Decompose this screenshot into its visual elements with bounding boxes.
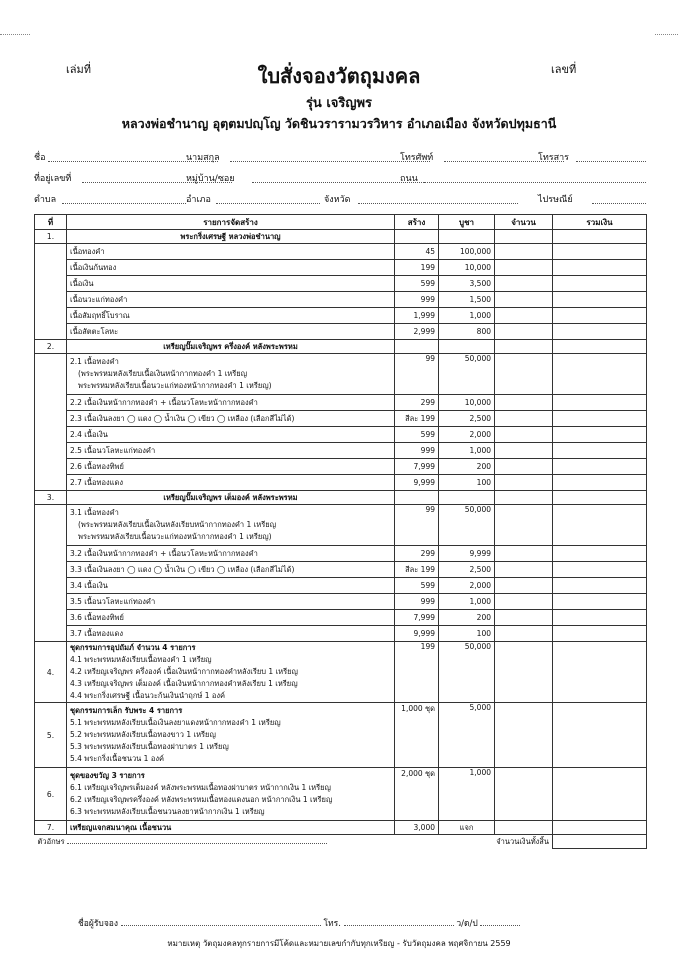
booker-field[interactable] bbox=[121, 925, 321, 926]
qty-input[interactable] bbox=[495, 459, 553, 475]
fax-field[interactable] bbox=[576, 161, 646, 162]
section-no: 7. bbox=[35, 821, 67, 835]
qty-input[interactable] bbox=[495, 354, 553, 395]
blank-cell bbox=[495, 230, 553, 244]
item-line: 5.2 พระพรหมหลังเรียบเนื้อทองขาว 1 เหรียญ bbox=[70, 730, 216, 739]
item-name: 3.7 เนื้อทองแดง bbox=[67, 626, 395, 642]
blank-cell bbox=[495, 340, 553, 354]
item-price: 5,000 bbox=[439, 703, 495, 768]
item-name bbox=[67, 703, 395, 768]
table-row bbox=[35, 626, 647, 642]
item-price: 100 bbox=[439, 626, 495, 642]
item-name: 2.5 เนื้อนวโลหะแก่ทองคำ bbox=[67, 443, 395, 459]
item-line: (พระพรหมหลังเรียบเนื้อเงินหน้ากากทองคำ 1 เหรียญ bbox=[78, 369, 248, 378]
subdistrict-field[interactable] bbox=[62, 203, 186, 204]
table-row bbox=[35, 562, 647, 578]
item-price: 200 bbox=[439, 610, 495, 626]
total-input[interactable] bbox=[553, 505, 647, 546]
section-no: 3. bbox=[35, 491, 67, 505]
no-cell bbox=[35, 505, 67, 642]
item-build: 7,999 bbox=[395, 459, 439, 475]
table-row bbox=[35, 475, 647, 491]
item-price: 2,000 bbox=[439, 578, 495, 594]
booker-phone-label: โทร. bbox=[323, 919, 341, 929]
item-name: 2.2 เนื้อเงินหน้ากากทองคำ + เนื้อนวโลหะหน้ากากทองคำ bbox=[67, 395, 395, 411]
item-name: เนื้อนวะแก่ทองคำ bbox=[67, 292, 395, 308]
item-price: 2,000 bbox=[439, 427, 495, 443]
total-input[interactable] bbox=[553, 610, 647, 626]
road-label: ถนน bbox=[400, 174, 418, 184]
item-name bbox=[67, 505, 395, 546]
total-input[interactable] bbox=[553, 276, 647, 292]
table-row bbox=[35, 610, 647, 626]
qty-input[interactable] bbox=[495, 244, 553, 260]
item-build: 9,999 bbox=[395, 626, 439, 642]
col-price-header: บูชา bbox=[439, 215, 495, 230]
item-price: 50,000 bbox=[439, 354, 495, 395]
qty-input[interactable] bbox=[495, 610, 553, 626]
footer-note: หมายเหตุ วัตถุมงคลทุกรายการมีโค้ดและหมายเลขกำกับทุกเหรียญ - รับวัตถุมงคล พฤศจิกายน 2559 bbox=[167, 939, 511, 948]
item-price: 1,500 bbox=[439, 292, 495, 308]
total-input[interactable] bbox=[553, 395, 647, 411]
qty-input[interactable] bbox=[495, 411, 553, 427]
blank-cell bbox=[439, 340, 495, 354]
total-input[interactable] bbox=[553, 324, 647, 340]
item-price: 100 bbox=[439, 475, 495, 491]
item-name bbox=[67, 354, 395, 395]
item-price: 2,500 bbox=[439, 411, 495, 427]
subdistrict-label: ตำบล bbox=[34, 195, 57, 205]
item-name: 2.6 เนื้อทองทิพย์ bbox=[67, 459, 395, 475]
item-build: 599 bbox=[395, 427, 439, 443]
province-label: จังหวัด bbox=[324, 195, 351, 205]
form-title: ใบสั่งจองวัตถุมงคล bbox=[257, 64, 421, 88]
total-input[interactable] bbox=[553, 578, 647, 594]
table-row bbox=[35, 546, 647, 562]
top-left-dotted-line bbox=[0, 34, 30, 35]
table-row bbox=[35, 354, 647, 395]
table-row bbox=[35, 594, 647, 610]
item-name: 3.6 เนื้อทองทิพย์ bbox=[67, 610, 395, 626]
table-row bbox=[35, 427, 647, 443]
qty-input[interactable] bbox=[495, 546, 553, 562]
item-build: 1,000 ชุด bbox=[395, 703, 439, 768]
table-row bbox=[35, 324, 647, 340]
item-line: 6.1 เหรียญเจริญพรเต็มองค์ หลังพระพรหมเนื้อทองฝาบาตร หน้ากากเงิน 1 เหรียญ bbox=[70, 783, 331, 792]
qty-input[interactable] bbox=[495, 626, 553, 642]
surname-label: นามสกุล bbox=[186, 153, 220, 163]
item-line: 4.3 เหรียญเจริญพร เต็มองค์ เนื้อเงินหน้ากากทองคำหลังเรียบ 1 เหรียญ bbox=[70, 679, 298, 688]
section-no: 2. bbox=[35, 340, 67, 354]
item-price: แจก bbox=[439, 821, 495, 835]
item-build: 999 bbox=[395, 594, 439, 610]
field-row-address bbox=[34, 171, 646, 187]
item-name: เนื้อสัตตะโลหะ bbox=[67, 324, 395, 340]
table-header-row bbox=[35, 215, 647, 230]
blank-cell bbox=[495, 491, 553, 505]
total-input[interactable] bbox=[553, 475, 647, 491]
item-line: 2.1 เนื้อทองคำ bbox=[70, 357, 119, 366]
total-input[interactable] bbox=[553, 626, 647, 642]
district-field[interactable] bbox=[216, 203, 320, 204]
col-item-header: รายการจัดสร้าง bbox=[67, 215, 395, 230]
item-name bbox=[67, 768, 395, 821]
item-price: 2,500 bbox=[439, 562, 495, 578]
date-field[interactable] bbox=[480, 925, 520, 926]
item-price: 1,000 bbox=[439, 443, 495, 459]
table-row bbox=[35, 244, 647, 260]
item-name: 2.4 เนื้อเงิน bbox=[67, 427, 395, 443]
item-price: 3,500 bbox=[439, 276, 495, 292]
item-line: พระพรหมหลังเรียบเนื้อนวะแก่ทองหน้ากากทองคำ 1 เหรียญ) bbox=[78, 532, 272, 541]
col-total-header: รวมเงิน bbox=[553, 215, 647, 230]
section-title: พระกริ่งเศรษฐี หลวงพ่อชำนาญ bbox=[67, 230, 395, 244]
booker-label: ชื่อผู้รับจอง bbox=[78, 919, 119, 929]
in-words-label: ตัวอักษร bbox=[37, 836, 65, 846]
grand-total-label: จำนวนเงินทั้งสิ้น bbox=[496, 836, 549, 846]
form-temple-line: หลวงพ่อชำนาญ อุตฺตมปญฺโญ วัดชินวรารามวรวิหาร อำเภอเมือง จังหวัดปทุมธานี bbox=[121, 116, 557, 131]
blank-cell bbox=[439, 230, 495, 244]
name-label: ชื่อ bbox=[34, 153, 46, 163]
postcode-label: ไปรษณีย์ bbox=[538, 195, 573, 205]
item-price: 100,000 bbox=[439, 244, 495, 260]
item-line: 5.4 พระกริ่งเนื้อชนวน 1 องค์ bbox=[70, 754, 165, 763]
qty-input[interactable] bbox=[495, 443, 553, 459]
package-title: ชุดของขวัญ 3 รายการ bbox=[70, 771, 145, 780]
no-cell bbox=[35, 244, 67, 340]
item-build: 299 bbox=[395, 546, 439, 562]
item-build: 999 bbox=[395, 292, 439, 308]
total-input[interactable] bbox=[553, 292, 647, 308]
total-input[interactable] bbox=[553, 459, 647, 475]
item-build: 1,999 bbox=[395, 308, 439, 324]
section-no: 5. bbox=[35, 703, 67, 768]
item-price: 10,000 bbox=[439, 395, 495, 411]
village-label: หมู่บ้าน/ซอย bbox=[186, 174, 235, 184]
total-input[interactable] bbox=[553, 260, 647, 276]
item-build: 45 bbox=[395, 244, 439, 260]
qty-input[interactable] bbox=[495, 821, 553, 835]
blank-cell bbox=[553, 230, 647, 244]
table-row bbox=[35, 459, 647, 475]
item-price: 800 bbox=[439, 324, 495, 340]
item-price: 50,000 bbox=[439, 642, 495, 703]
item-build: 99 bbox=[395, 505, 439, 546]
item-price: 10,000 bbox=[439, 260, 495, 276]
qty-input[interactable] bbox=[495, 324, 553, 340]
date-label: ว/ด/ป bbox=[456, 919, 478, 929]
total-input[interactable] bbox=[553, 703, 647, 768]
item-name: เนื้อเงินก้นทอง bbox=[67, 260, 395, 276]
section-no: 6. bbox=[35, 768, 67, 821]
item-name: เนื้อสัมฤทธิ์โบราณ bbox=[67, 308, 395, 324]
table-row bbox=[35, 578, 647, 594]
item-name: 2.3 เนื้อเงินลงยา ◯ แดง ◯ น้ำเงิน ◯ เขียว ◯ เหลือง (เลือกสีไม่ได้) bbox=[67, 411, 395, 427]
item-name: 2.7 เนื้อทองแดง bbox=[67, 475, 395, 491]
item-name: 3.3 เนื้อเงินลงยา ◯ แดง ◯ น้ำเงิน ◯ เขียว ◯ เหลือง (เลือกสีไม่ได้) bbox=[67, 562, 395, 578]
total-input[interactable] bbox=[553, 546, 647, 562]
item-line: 5.3 พระพรหมหลังเรียบเนื้อทองฝาบาตร 1 เหรียญ bbox=[70, 742, 229, 751]
blank-cell bbox=[439, 491, 495, 505]
table-row bbox=[35, 260, 647, 276]
item-build: 199 bbox=[395, 260, 439, 276]
section-title: เหรียญปั๊มเจริญพร ครึ่งองค์ หลังพระพรหม bbox=[67, 340, 395, 354]
qty-input[interactable] bbox=[495, 562, 553, 578]
qty-input[interactable] bbox=[495, 427, 553, 443]
fax-label: โทรสาร bbox=[538, 153, 569, 163]
section-no: 4. bbox=[35, 642, 67, 703]
qty-input[interactable] bbox=[495, 578, 553, 594]
form-subtitle: รุ่น เจริญพร bbox=[305, 96, 373, 111]
road-field[interactable] bbox=[424, 182, 646, 183]
no-cell bbox=[35, 354, 67, 491]
table-row bbox=[35, 292, 647, 308]
table-row bbox=[35, 642, 647, 703]
item-name: เนื้อทองคำ bbox=[67, 244, 395, 260]
item-build: สีละ 199 bbox=[395, 411, 439, 427]
package-title: ชุดกรรมการเล็ก รับพระ 4 รายการ bbox=[70, 706, 183, 715]
item-line: พระพรหมหลังเรียบเนื้อนวะแก่ทองหน้ากากทองคำ 1 เหรียญ) bbox=[78, 381, 272, 390]
item-build: 2,999 bbox=[395, 324, 439, 340]
top-right-dotted-line bbox=[655, 34, 678, 35]
item-build: 299 bbox=[395, 395, 439, 411]
item-build: 599 bbox=[395, 578, 439, 594]
item-build: 9,999 bbox=[395, 475, 439, 491]
total-input[interactable] bbox=[553, 562, 647, 578]
qty-input[interactable] bbox=[495, 260, 553, 276]
qty-input[interactable] bbox=[495, 642, 553, 703]
total-input[interactable] bbox=[553, 594, 647, 610]
table-row bbox=[35, 821, 647, 835]
section-no: 1. bbox=[35, 230, 67, 244]
qty-input[interactable] bbox=[495, 594, 553, 610]
postcode-field[interactable] bbox=[592, 203, 646, 204]
total-row bbox=[35, 835, 647, 849]
table-row bbox=[35, 308, 647, 324]
qty-input[interactable] bbox=[495, 505, 553, 546]
item-build: 99 bbox=[395, 354, 439, 395]
address-label: ที่อยู่เลขที่ bbox=[34, 174, 72, 184]
table-row bbox=[35, 276, 647, 292]
section-title: เหรียญปั๊มเจริญพร เต็มองค์ หลังพระพรหม bbox=[67, 491, 395, 505]
item-build: สีละ 199 bbox=[395, 562, 439, 578]
item-name: เหรียญแจกสมนาคุณ เนื้อชนวน bbox=[67, 821, 395, 835]
qty-input[interactable] bbox=[495, 475, 553, 491]
blank-cell bbox=[395, 491, 439, 505]
qty-input[interactable] bbox=[495, 308, 553, 324]
district-label: อำเภอ bbox=[186, 195, 211, 205]
qty-input[interactable] bbox=[495, 292, 553, 308]
item-name: 3.4 เนื้อเงิน bbox=[67, 578, 395, 594]
blank-cell bbox=[553, 491, 647, 505]
col-qty-header: จำนวน bbox=[495, 215, 553, 230]
blank-cell bbox=[395, 230, 439, 244]
col-no-header: ที่ bbox=[35, 215, 67, 230]
section-row bbox=[35, 491, 647, 505]
table-row bbox=[35, 505, 647, 546]
item-build: 7,999 bbox=[395, 610, 439, 626]
qty-input[interactable] bbox=[495, 395, 553, 411]
table-row bbox=[35, 703, 647, 768]
table-row bbox=[35, 395, 647, 411]
item-line: 3.1 เนื้อทองคำ bbox=[70, 508, 119, 517]
field-row-name bbox=[34, 150, 646, 166]
total-input[interactable] bbox=[553, 642, 647, 703]
item-price: 1,000 bbox=[439, 768, 495, 821]
item-price: 9,999 bbox=[439, 546, 495, 562]
total-input[interactable] bbox=[553, 443, 647, 459]
item-build: 199 bbox=[395, 642, 439, 703]
item-build: 599 bbox=[395, 276, 439, 292]
booker-row bbox=[78, 916, 588, 930]
blank-cell bbox=[553, 340, 647, 354]
item-line: 5.1 พระพรหมหลังเรียบเนื้อเงินลงยาแดงหน้ากากทองคำ 1 เหรียญ bbox=[70, 718, 281, 727]
qty-input[interactable] bbox=[495, 703, 553, 768]
item-price: 200 bbox=[439, 459, 495, 475]
item-build: 3,000 bbox=[395, 821, 439, 835]
qty-input[interactable] bbox=[495, 276, 553, 292]
total-input[interactable] bbox=[553, 411, 647, 427]
item-name: เนื้อเงิน bbox=[67, 276, 395, 292]
total-input[interactable] bbox=[553, 308, 647, 324]
field-row-location bbox=[34, 192, 646, 208]
section-row bbox=[35, 340, 647, 354]
item-price: 1,000 bbox=[439, 308, 495, 324]
qty-input[interactable] bbox=[495, 768, 553, 821]
booker-phone-field[interactable] bbox=[344, 925, 454, 926]
item-line: (พระพรหมหลังเรียบเนื้อเงินหลังเรียบหน้ากากทองคำ 1 เหรียญ bbox=[78, 520, 277, 529]
item-line: 6.3 พระพรหมหลังเรียบเนื้อชนวนลงยาหน้ากากเงิน 1 เหรียญ bbox=[70, 807, 265, 816]
col-build-header: สร้าง bbox=[395, 215, 439, 230]
order-table bbox=[34, 214, 647, 849]
doc-number-label: เลขที่ bbox=[551, 63, 577, 76]
province-field[interactable] bbox=[358, 203, 518, 204]
section-row bbox=[35, 230, 647, 244]
table-row bbox=[35, 443, 647, 459]
total-words-cell bbox=[35, 835, 553, 849]
item-price: 1,000 bbox=[439, 594, 495, 610]
item-name: 3.5 เนื้อนวโลหะแก่ทองคำ bbox=[67, 594, 395, 610]
total-input[interactable] bbox=[553, 768, 647, 821]
total-input[interactable] bbox=[553, 354, 647, 395]
table-row bbox=[35, 768, 647, 821]
total-input[interactable] bbox=[553, 821, 647, 835]
package-title: ชุดกรรมการอุปถัมภ์ จำนวน 4 รายการ bbox=[70, 643, 196, 652]
in-words-field[interactable] bbox=[67, 843, 327, 844]
item-build: 999 bbox=[395, 443, 439, 459]
book-number-label: เล่มที่ bbox=[66, 63, 92, 76]
item-line: 6.2 เหรียญเจริญพรครึ่งองค์ หลังพระพรหมเนื้อทองแดงนอก หน้ากากเงิน 1 เหรียญ bbox=[70, 795, 333, 804]
table-row bbox=[35, 411, 647, 427]
total-input[interactable] bbox=[553, 427, 647, 443]
item-name: 3.2 เนื้อเงินหน้ากากทองคำ + เนื้อนวโลหะหน้ากากทองคำ bbox=[67, 546, 395, 562]
item-name bbox=[67, 642, 395, 703]
item-build: 2,000 ชุด bbox=[395, 768, 439, 821]
item-line: 4.1 พระพรหมหลังเรียบเนื้อทองคำ 1 เหรียญ bbox=[70, 655, 212, 664]
blank-cell bbox=[395, 340, 439, 354]
item-price: 50,000 bbox=[439, 505, 495, 546]
item-line: 4.2 เหรียญเจริญพร ครึ่งองค์ เนื้อเงินหน้ากากทองคำหลังเรียบ 1 เหรียญ bbox=[70, 667, 298, 676]
grand-total-input[interactable] bbox=[553, 835, 647, 849]
phone-label: โทรศัพท์ bbox=[400, 153, 434, 163]
total-input[interactable] bbox=[553, 244, 647, 260]
item-line: 4.4 พระกริ่งเศรษฐี เนื้อนวะก้นเงินนำฤกษ์ 1 องค์ bbox=[70, 691, 226, 700]
